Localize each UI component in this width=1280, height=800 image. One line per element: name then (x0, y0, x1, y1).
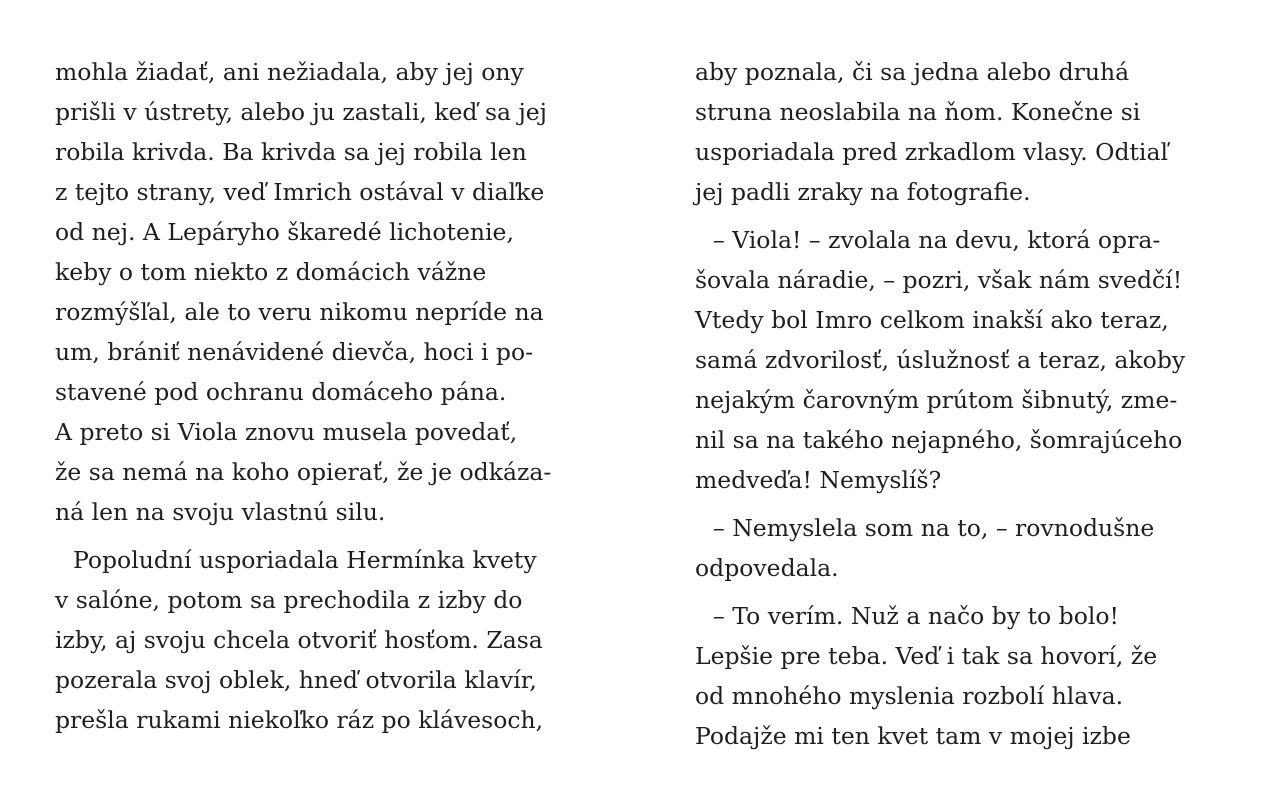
text-line: nejakým čarovným prútom šibnutý, zme- (695, 386, 1178, 414)
text-line: od mnohého myslenia rozbolí hlava. (695, 682, 1124, 710)
text-line: prišli v ústrety, alebo ju zastali, keď sa jej (55, 98, 547, 126)
text-line: jej padli zraky na fotografie. (695, 178, 1031, 206)
text-line: odpovedala. (695, 554, 839, 582)
text-line: Podajže mi ten kvet tam v mojej izbe (695, 722, 1131, 750)
text-line: šovala náradie, – pozri, však nám svedčí! (695, 266, 1183, 294)
text-line: ná len na svoju vlastnú silu. (55, 498, 386, 526)
paragraph-start-line: – To verím. Nuž a načo by to bolo! (713, 602, 1119, 630)
paragraph-start-line: – Nemyslela som na to, – rovnodušne (713, 514, 1155, 542)
text-line: izby, aj svoju chcela otvoriť hosťom. Zasa (55, 626, 543, 654)
text-line: um, brániť nenávidené dievča, hoci i po- (55, 338, 534, 366)
text-line: mohla žiadať, ani nežiadala, aby jej ony (55, 58, 524, 86)
text-line: keby o tom niekto z domácich vážne (55, 258, 487, 286)
text-line: stavené pod ochranu domáceho pána. (55, 378, 507, 406)
text-line: z tejto strany, veď Imrich ostával v diaľke (55, 178, 545, 206)
left-page (0, 0, 560, 800)
text-line: Vtedy bol Imro celkom inakší ako teraz, (695, 306, 1169, 334)
text-line: v salóne, potom sa prechodila z izby do (55, 586, 523, 614)
text-line: Lepšie pre teba. Veď i tak sa hovorí, že (695, 642, 1158, 670)
text-line: struna neoslabila na ňom. Konečne si (695, 98, 1141, 126)
paragraph-start-line: Popoludní usporiadala Hermínka kvety (73, 546, 537, 574)
text-line: rozmýšľal, ale to veru nikomu nepríde na (55, 298, 544, 326)
text-line: robila krivda. Ba krivda sa jej robila len (55, 138, 527, 166)
paragraph-start-line: – Viola! – zvolala na devu, ktorá opra- (713, 226, 1161, 254)
text-line: pozerala svoj oblek, hneď otvorila klavír, (55, 666, 537, 694)
text-line: od nej. A Lepáryho škaredé lichotenie, (55, 218, 514, 246)
text-line: nil sa na takého nejapného, šomrajúceho (695, 426, 1183, 454)
text-line: usporiadala pred zrkadlom vlasy. Odtiaľ (695, 138, 1168, 166)
right-page (640, 0, 1200, 800)
text-line: medveďa! Nemyslíš? (695, 466, 942, 494)
text-line: že sa nemá na koho opierať, že je odkáza- (55, 458, 552, 486)
text-line: prešla rukami niekoľko ráz po klávesoch, (55, 706, 544, 734)
text-line: aby poznala, či sa jedna alebo druhá (695, 58, 1130, 86)
text-line: samá zdvorilosť, úslužnosť a teraz, akoby (695, 346, 1186, 374)
text-line: A preto si Viola znovu musela povedať, (55, 418, 518, 446)
